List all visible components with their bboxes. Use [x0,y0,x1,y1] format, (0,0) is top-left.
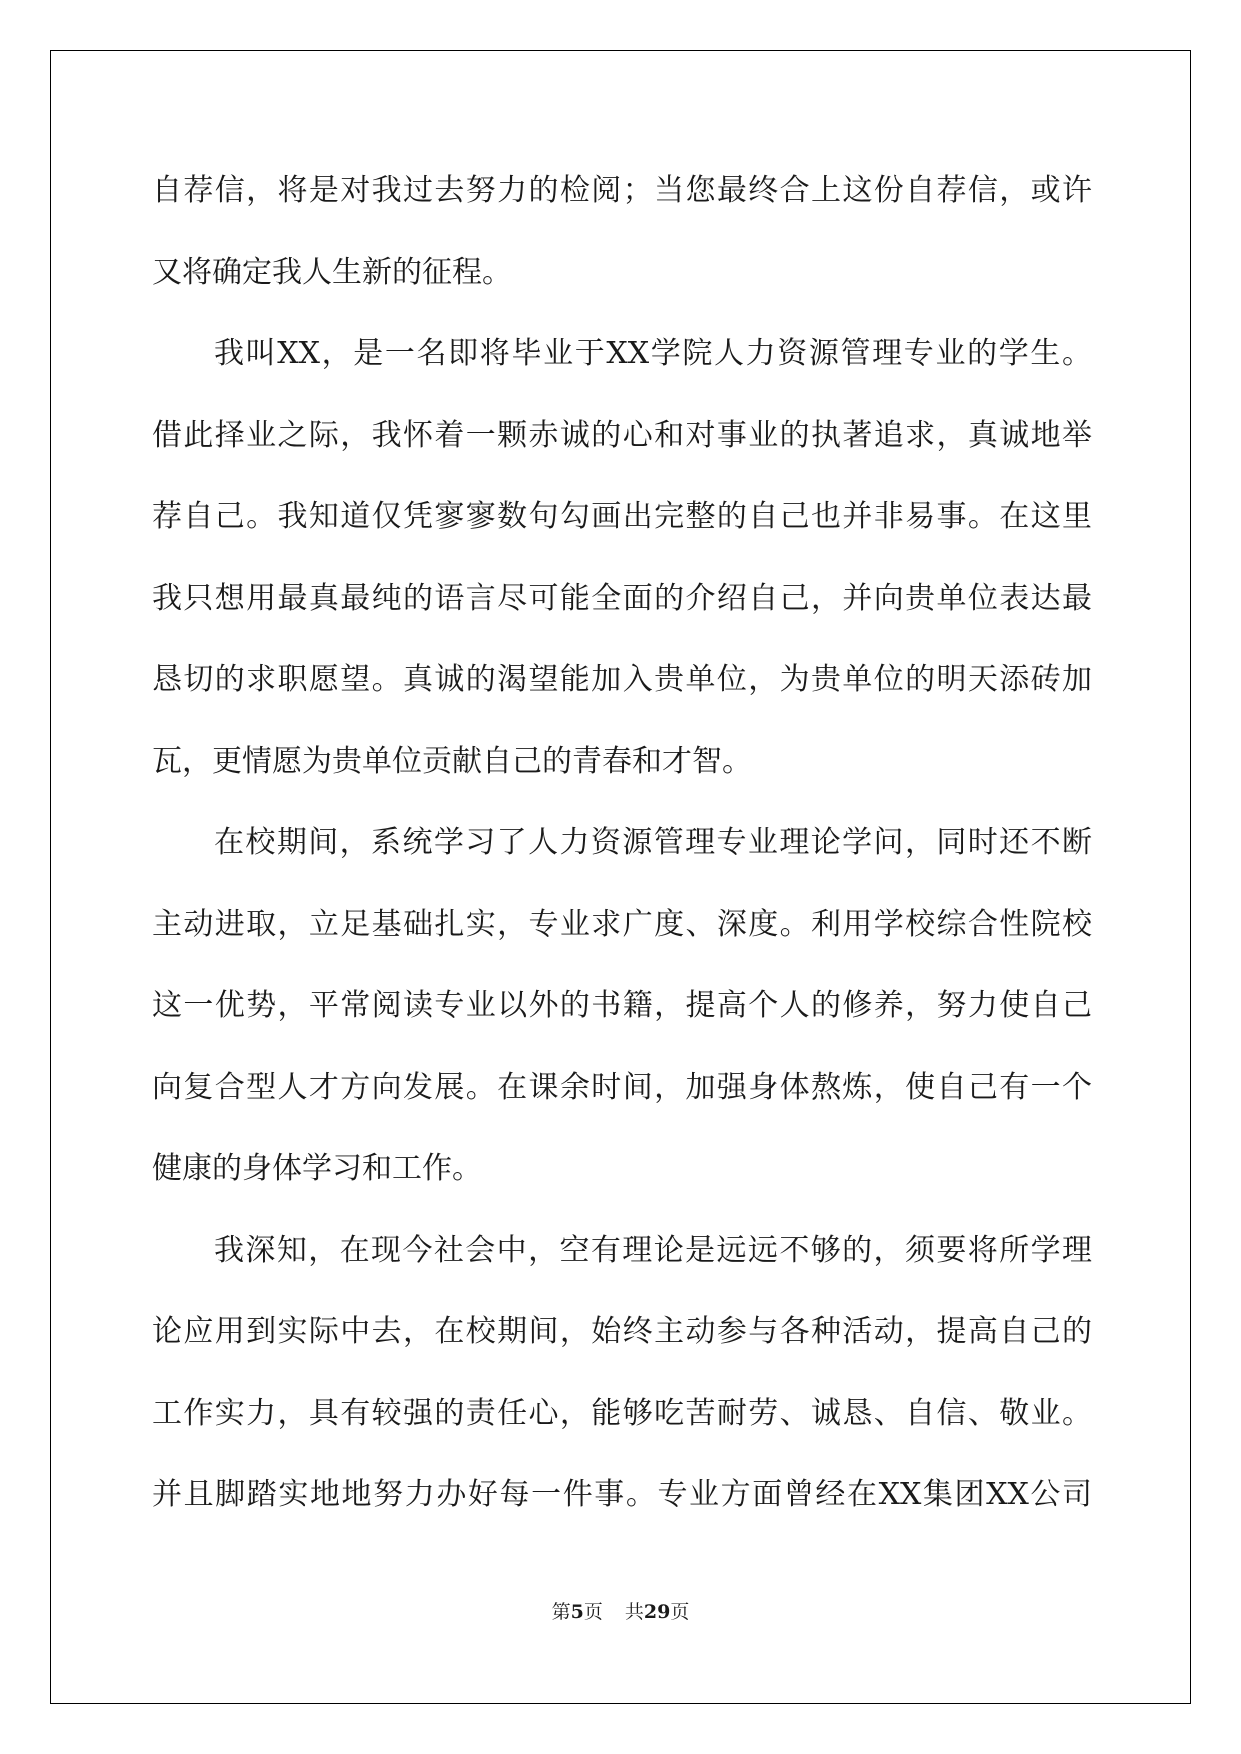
document-body [152,150,1092,1536]
total-prefix: 共 [624,1601,644,1623]
text-line: 工作实力，具有较强的责任心，能够吃苦耐劳、诚恳、自信、敬业。 [152,1395,1092,1431]
text-line: 瓦，更情愿为贵单位贡献自己的青春和才智。 [152,743,752,779]
total-suffix: 页 [670,1601,690,1623]
page-footer [0,1597,1241,1624]
text-line: 又将确定我人生新的征程。 [152,254,512,290]
text-line: 在校期间，系统学习了人力资源管理专业理论学问，同时还不断 [214,825,1092,860]
text-line: 自荐信，将是对我过去努力的检阅；当您最终合上这份自荐信，或许 [152,173,1092,208]
text-line: 论应用到实际中去，在校期间，始终主动参与各种活动，提高自己的 [152,1314,1092,1349]
total-pages: 29 [643,1601,671,1623]
text-line: 我深知，在现今社会中，空有理论是远远不够的，须要将所学理 [214,1232,1092,1268]
text-line: 这一优势，平常阅读专业以外的书籍，提高个人的修养，努力使自己 [152,988,1092,1023]
text-line: 荐自己。我知道仅凭寥寥数句勾画出完整的自己也并非易事。在这里 [152,499,1092,534]
page-prefix: 第 [551,1601,571,1623]
text-line: 借此择业之际，我怀着一颗赤诚的心和对事业的执著追求，真诚地举 [152,417,1092,453]
text-line: 健康的身体学习和工作。 [152,1151,482,1186]
page-suffix: 页 [583,1601,603,1623]
text-line: 我叫XX，是一名即将毕业于XX学院人力资源管理专业的学生。 [214,336,1092,371]
page-number: 5 [570,1601,584,1623]
text-line: 并且脚踏实地地努力办好每一件事。专业方面曾经在XX集团XX公司 [152,1477,1092,1512]
text-line: 向复合型人才方向发展。在课余时间，加强身体熬炼，使自己有一个 [152,1069,1092,1105]
text-line: 我只想用最真最纯的语言尽可能全面的介绍自己，并向贵单位表达最 [152,580,1092,616]
text-line: 主动进取，立足基础扎实，专业求广度、深度。利用学校综合性院校 [152,906,1092,942]
text-line: 恳切的求职愿望。真诚的渴望能加入贵单位，为贵单位的明天添砖加 [152,662,1092,697]
